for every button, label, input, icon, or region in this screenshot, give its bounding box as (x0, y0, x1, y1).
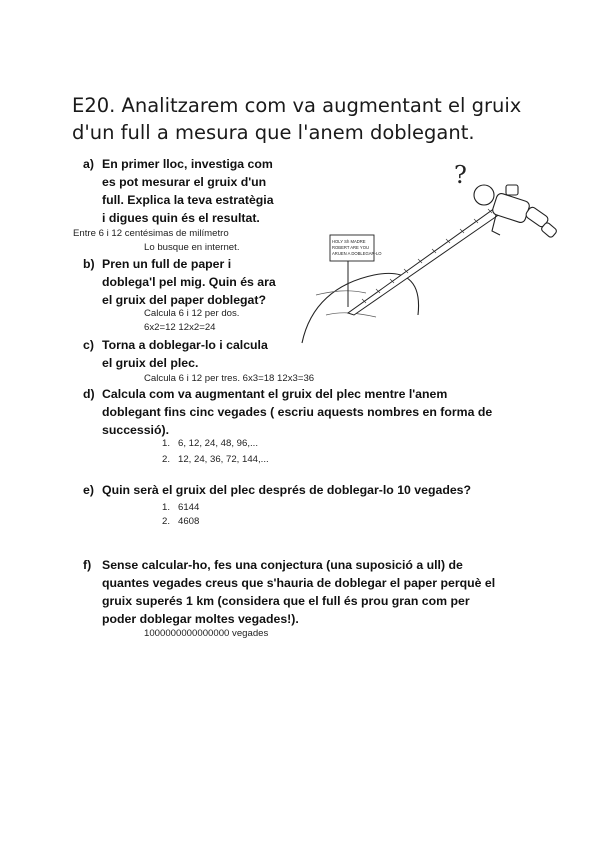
question-line: successió). (102, 423, 169, 437)
title-line-2: d'un full a mesura que l'anem doblegant. (72, 121, 475, 144)
answer-list-item (162, 516, 199, 529)
question-line: quantes vegades creus que s'hauria de doblegar el paper perquè el (102, 576, 496, 590)
question-label: f) (83, 558, 92, 572)
question-line: En primer lloc, investiga com (102, 157, 273, 171)
answer-line: 1000000000000000 vegades (144, 628, 269, 639)
question-label: b) (83, 257, 95, 271)
astronaut-helmet (474, 185, 494, 205)
question-label: a) (83, 157, 94, 171)
question-line: el gruix del paper doblegat? (102, 293, 266, 307)
title-line-1: E20. Analitzarem com va augmentant el gruix (72, 94, 522, 117)
question-c (83, 336, 302, 372)
question-label: d) (83, 387, 95, 401)
question-line: full. Explica la teva estratègia (102, 193, 274, 207)
question-line: gruix superés 1 km (considera que el full és prou gran com per (102, 594, 470, 608)
answer-line: Lo busque en internet. (144, 242, 240, 253)
astronaut-illustration (296, 155, 596, 345)
list-number: 2. (162, 516, 171, 527)
answer-line: Calcula 6 i 12 per dos. (144, 308, 240, 319)
question-line: doblega'l pel mig. Quin és ara (102, 275, 276, 289)
answer-line: Calcula 6 i 12 per tres. 6x3=18 12x3=36 (144, 373, 315, 384)
question-line: Torna a doblegar-lo i calcula (102, 338, 268, 352)
answer-list-item (162, 454, 269, 467)
answer-line: 6x2=12 12x2=24 (144, 322, 216, 333)
question-line: Quin serà el gruix del plec després de doblegar-lo 10 vegades? (102, 483, 472, 497)
sign-text: HOLY Sh MADRE ROBERT ARE YOU ARUEN A DOBLEGAR-LO (332, 239, 382, 256)
question-f (83, 556, 532, 628)
question-b (83, 255, 302, 309)
list-number: 2. (162, 454, 171, 465)
answer-list-item (162, 438, 258, 451)
question-line: poder doblegar moltes vegades!). (102, 612, 299, 626)
question-label: c) (83, 338, 94, 352)
astronaut (474, 185, 558, 238)
question-line: el gruix del plec. (102, 356, 199, 370)
question-e (83, 481, 522, 499)
question-line: Calcula com va augmentant el gruix del plec mentre l'anem (102, 387, 448, 401)
question-line: doblegant fins cinc vegades ( escriu aquests nombres en forma de (102, 405, 493, 419)
question-line: Sense calcular-ho, fes una conjectura (una suposició a ull) de (102, 558, 463, 572)
answer-list-item (162, 502, 199, 515)
question-mark: ? (454, 161, 467, 189)
list-number: 1. (162, 438, 171, 449)
question-line: es pot mesurar el gruix d'un (102, 175, 267, 189)
question-label: e) (83, 483, 94, 497)
question-line: Pren un full de paper i (102, 257, 232, 271)
astronaut-pack (506, 185, 518, 195)
answer-line: Entre 6 i 12 centésimas de milímetro (73, 228, 229, 239)
list-text: 4608 (178, 516, 200, 527)
question-a (83, 155, 302, 227)
list-text: 6, 12, 24, 48, 96,... (178, 438, 259, 449)
astronaut-body (491, 192, 530, 223)
list-text: 12, 24, 36, 72, 144,... (178, 454, 269, 465)
list-number: 1. (162, 502, 171, 513)
question-d (83, 385, 522, 439)
list-text: 6144 (178, 502, 200, 513)
question-line: i digues quin és el resultat. (102, 211, 260, 225)
exercise-title (72, 92, 542, 146)
